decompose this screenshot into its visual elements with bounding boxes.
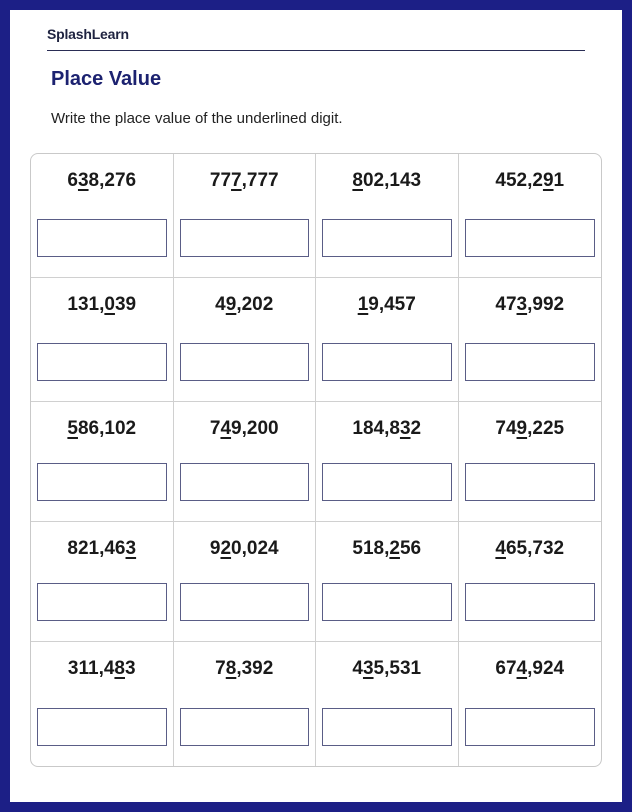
problem-number <box>459 170 602 192</box>
problem-number <box>174 170 316 192</box>
answer-box[interactable] <box>465 463 596 501</box>
number-part: 77 <box>209 170 232 191</box>
problem-cell <box>174 154 317 278</box>
problem-number <box>459 658 602 680</box>
problem-cell <box>174 642 317 766</box>
underlined-digit: 1 <box>357 294 369 315</box>
number-part: 3 <box>125 658 136 679</box>
problem-number <box>174 658 316 680</box>
answer-box[interactable] <box>465 219 596 257</box>
problem-number <box>174 538 316 560</box>
problem-cell <box>459 402 602 522</box>
number-part: 39 <box>114 294 137 315</box>
underlined-digit: 2 <box>220 538 232 559</box>
number-part: 1 <box>553 170 565 191</box>
number-part: 821,46 <box>67 538 126 559</box>
answer-box[interactable] <box>322 583 452 621</box>
number-part: 518, <box>352 538 390 559</box>
number-part: ,202 <box>236 294 274 315</box>
number-part: 5,531 <box>373 658 422 679</box>
underlined-digit: 9 <box>516 418 528 439</box>
problem-cell <box>31 154 174 278</box>
underlined-digit: 5 <box>67 418 78 439</box>
problem-number <box>316 418 458 440</box>
number-part: 65,732 <box>505 538 565 559</box>
answer-box[interactable] <box>37 219 167 257</box>
problem-cell <box>316 522 459 642</box>
instructions: Write the place value of the underlined digit. <box>51 110 343 127</box>
problem-number <box>459 538 602 560</box>
answer-box[interactable] <box>180 219 310 257</box>
number-part: 74 <box>495 418 517 439</box>
number-part: 86,102 <box>77 418 137 439</box>
problem-cell <box>31 402 174 522</box>
problem-cell <box>31 522 174 642</box>
problem-cell <box>459 642 602 766</box>
answer-box[interactable] <box>322 219 452 257</box>
problem-number <box>31 418 173 440</box>
problem-number <box>31 658 173 680</box>
underlined-digit: 9 <box>542 170 554 191</box>
answer-box[interactable] <box>180 583 310 621</box>
number-part: 6 <box>67 170 78 191</box>
number-part: ,992 <box>527 294 565 315</box>
number-part: 9,457 <box>368 294 416 315</box>
number-part: 7 <box>215 658 226 679</box>
underlined-digit: 3 <box>516 294 528 315</box>
answer-box[interactable] <box>322 343 452 381</box>
underlined-digit: 8 <box>114 658 125 679</box>
problem-number <box>459 294 602 316</box>
header-divider <box>47 50 585 51</box>
number-part: 47 <box>495 294 517 315</box>
answer-box[interactable] <box>37 343 167 381</box>
number-part: 8,276 <box>88 170 137 191</box>
problem-number <box>31 294 173 316</box>
problem-cell <box>174 278 317 402</box>
problem-cell <box>316 278 459 402</box>
number-part: 4 <box>215 294 226 315</box>
problem-grid <box>30 153 602 767</box>
underlined-digit: 8 <box>352 170 363 191</box>
problem-number <box>316 538 458 560</box>
number-part: 0,024 <box>231 538 279 559</box>
problem-cell <box>174 522 317 642</box>
underlined-digit: 4 <box>516 658 528 679</box>
underlined-digit: 3 <box>399 418 411 439</box>
number-part: 56 <box>399 538 422 559</box>
page-title: Place Value <box>51 68 162 90</box>
number-part: ,777 <box>241 170 279 191</box>
underlined-digit: 3 <box>125 538 137 559</box>
number-part: 7 <box>209 418 221 439</box>
underlined-digit: 3 <box>362 658 374 679</box>
answer-box[interactable] <box>180 708 310 746</box>
problem-cell <box>31 278 174 402</box>
problem-cell <box>459 154 602 278</box>
answer-box[interactable] <box>37 708 167 746</box>
number-part: 131, <box>67 294 105 315</box>
answer-box[interactable] <box>37 583 167 621</box>
underlined-digit: 0 <box>104 294 115 315</box>
problem-cell <box>316 154 459 278</box>
problem-number <box>31 170 173 192</box>
number-part: 4 <box>352 658 363 679</box>
problem-number <box>174 294 316 316</box>
number-part: 02,143 <box>362 170 422 191</box>
underlined-digit: 9 <box>225 294 237 315</box>
problem-cell <box>174 402 317 522</box>
problem-cell <box>316 402 459 522</box>
number-part: 9,200 <box>231 418 279 439</box>
underlined-digit: 7 <box>231 170 242 191</box>
number-part: 2 <box>410 418 422 439</box>
number-part: ,924 <box>527 658 565 679</box>
answer-box[interactable] <box>322 463 452 501</box>
number-part: 311,4 <box>67 658 115 679</box>
underlined-digit: 4 <box>495 538 506 559</box>
problem-number <box>31 538 173 560</box>
answer-box[interactable] <box>180 343 310 381</box>
problem-number <box>316 170 458 192</box>
number-part: 9 <box>209 538 221 559</box>
underlined-digit: 2 <box>389 538 400 559</box>
problem-cell <box>316 642 459 766</box>
problem-cell <box>459 522 602 642</box>
answer-box[interactable] <box>465 708 596 746</box>
answer-box[interactable] <box>322 708 452 746</box>
problem-number <box>174 418 316 440</box>
worksheet-page <box>10 10 622 802</box>
problem-cell <box>459 278 602 402</box>
answer-box[interactable] <box>465 343 596 381</box>
problem-cell <box>31 642 174 766</box>
problem-number <box>316 658 458 680</box>
problem-number <box>316 294 458 316</box>
underlined-digit: 3 <box>77 170 89 191</box>
number-part: 67 <box>495 658 517 679</box>
number-part: ,225 <box>527 418 565 439</box>
number-part: 452,2 <box>495 170 543 191</box>
underlined-digit: 8 <box>225 658 237 679</box>
answer-box[interactable] <box>37 463 167 501</box>
answer-box[interactable] <box>180 463 310 501</box>
answer-box[interactable] <box>465 583 596 621</box>
underlined-digit: 4 <box>220 418 232 439</box>
number-part: ,392 <box>236 658 274 679</box>
problem-number <box>459 418 602 440</box>
brand-logo: SplashLearn <box>47 26 129 42</box>
number-part: 184,8 <box>352 418 400 439</box>
